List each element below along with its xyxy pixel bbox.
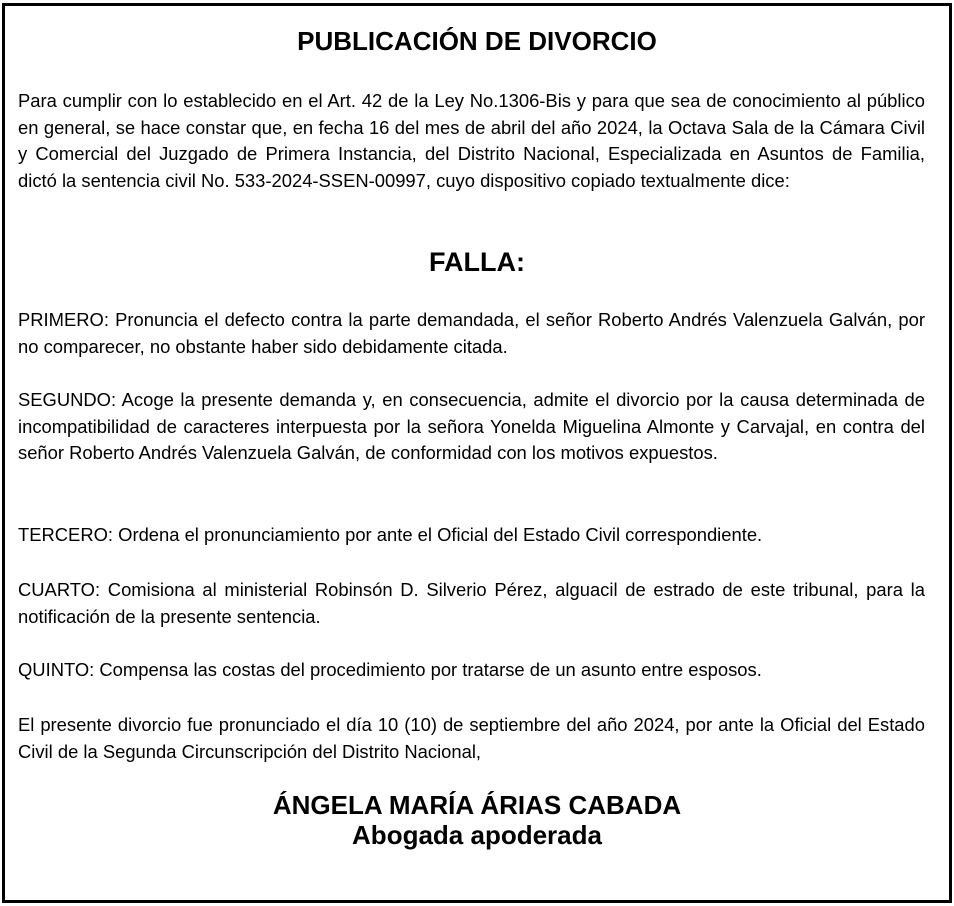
notice-title: PUBLICACIÓN DE DIVORCIO — [297, 26, 657, 56]
clause-tercero: TERCERO: Ordena el pronunciamiento por ante el Oficial del Estado Civil correspondiente. — [18, 524, 763, 545]
clause-segundo: SEGUNDO: Acoge la presente demanda y, en consecuencia, admite el divorcio por la causa determinada de incompatibilidad de caracteres interpuesta por la señora Yonelda Miguelina Almonte y Carvajal, en contra del señor Roberto Andrés Valenzuela Galván, de conformidad con los motivos expuestos. — [18, 389, 925, 463]
signatory-name: ÁNGELA MARÍA ÁRIAS CABADA — [272, 790, 682, 820]
clause-cuarto: CUARTO: Comisiona al ministerial Robinsón D. Silverio Pérez, alguacil de estrado de este tribunal, para la notificación de la presente sentencia. — [18, 579, 925, 627]
signatory-role: Abogada apoderada — [352, 820, 602, 850]
clause-quinto: QUINTO: Compensa las costas del procedimiento por tratarse de un asunto entre esposos. — [18, 659, 762, 680]
intro-paragraph: Para cumplir con lo establecido en el Art. 42 de la Ley No.1306-Bis y para que sea de conocimiento al público en general, se hace constar que, en fecha 16 del mes de abril del año 2024, la Octava Sala de la Cámara Civil y Comercial del Juzgado de Primera Instancia, del Distrito Nacional, Especializada en Asuntos de Familia, dictó la sentencia civil No. 533-2024-SSEN-00997, cuyo dispositivo copiado textualmente dice: — [18, 90, 925, 191]
closing-paragraph: El presente divorcio fue pronunciado el día 10 (10) de septiembre del año 2024, por ante la Oficial del Estado Civil de la Segunda Circunscripción del Distrito Nacional, — [18, 714, 925, 762]
falla-heading: FALLA: — [429, 247, 525, 277]
clause-primero: PRIMERO: Pronuncia el defecto contra la parte demandada, el señor Roberto Andrés Valenzuela Galván, por no comparecer, no obstante haber sido debidamente citada. — [18, 309, 925, 357]
